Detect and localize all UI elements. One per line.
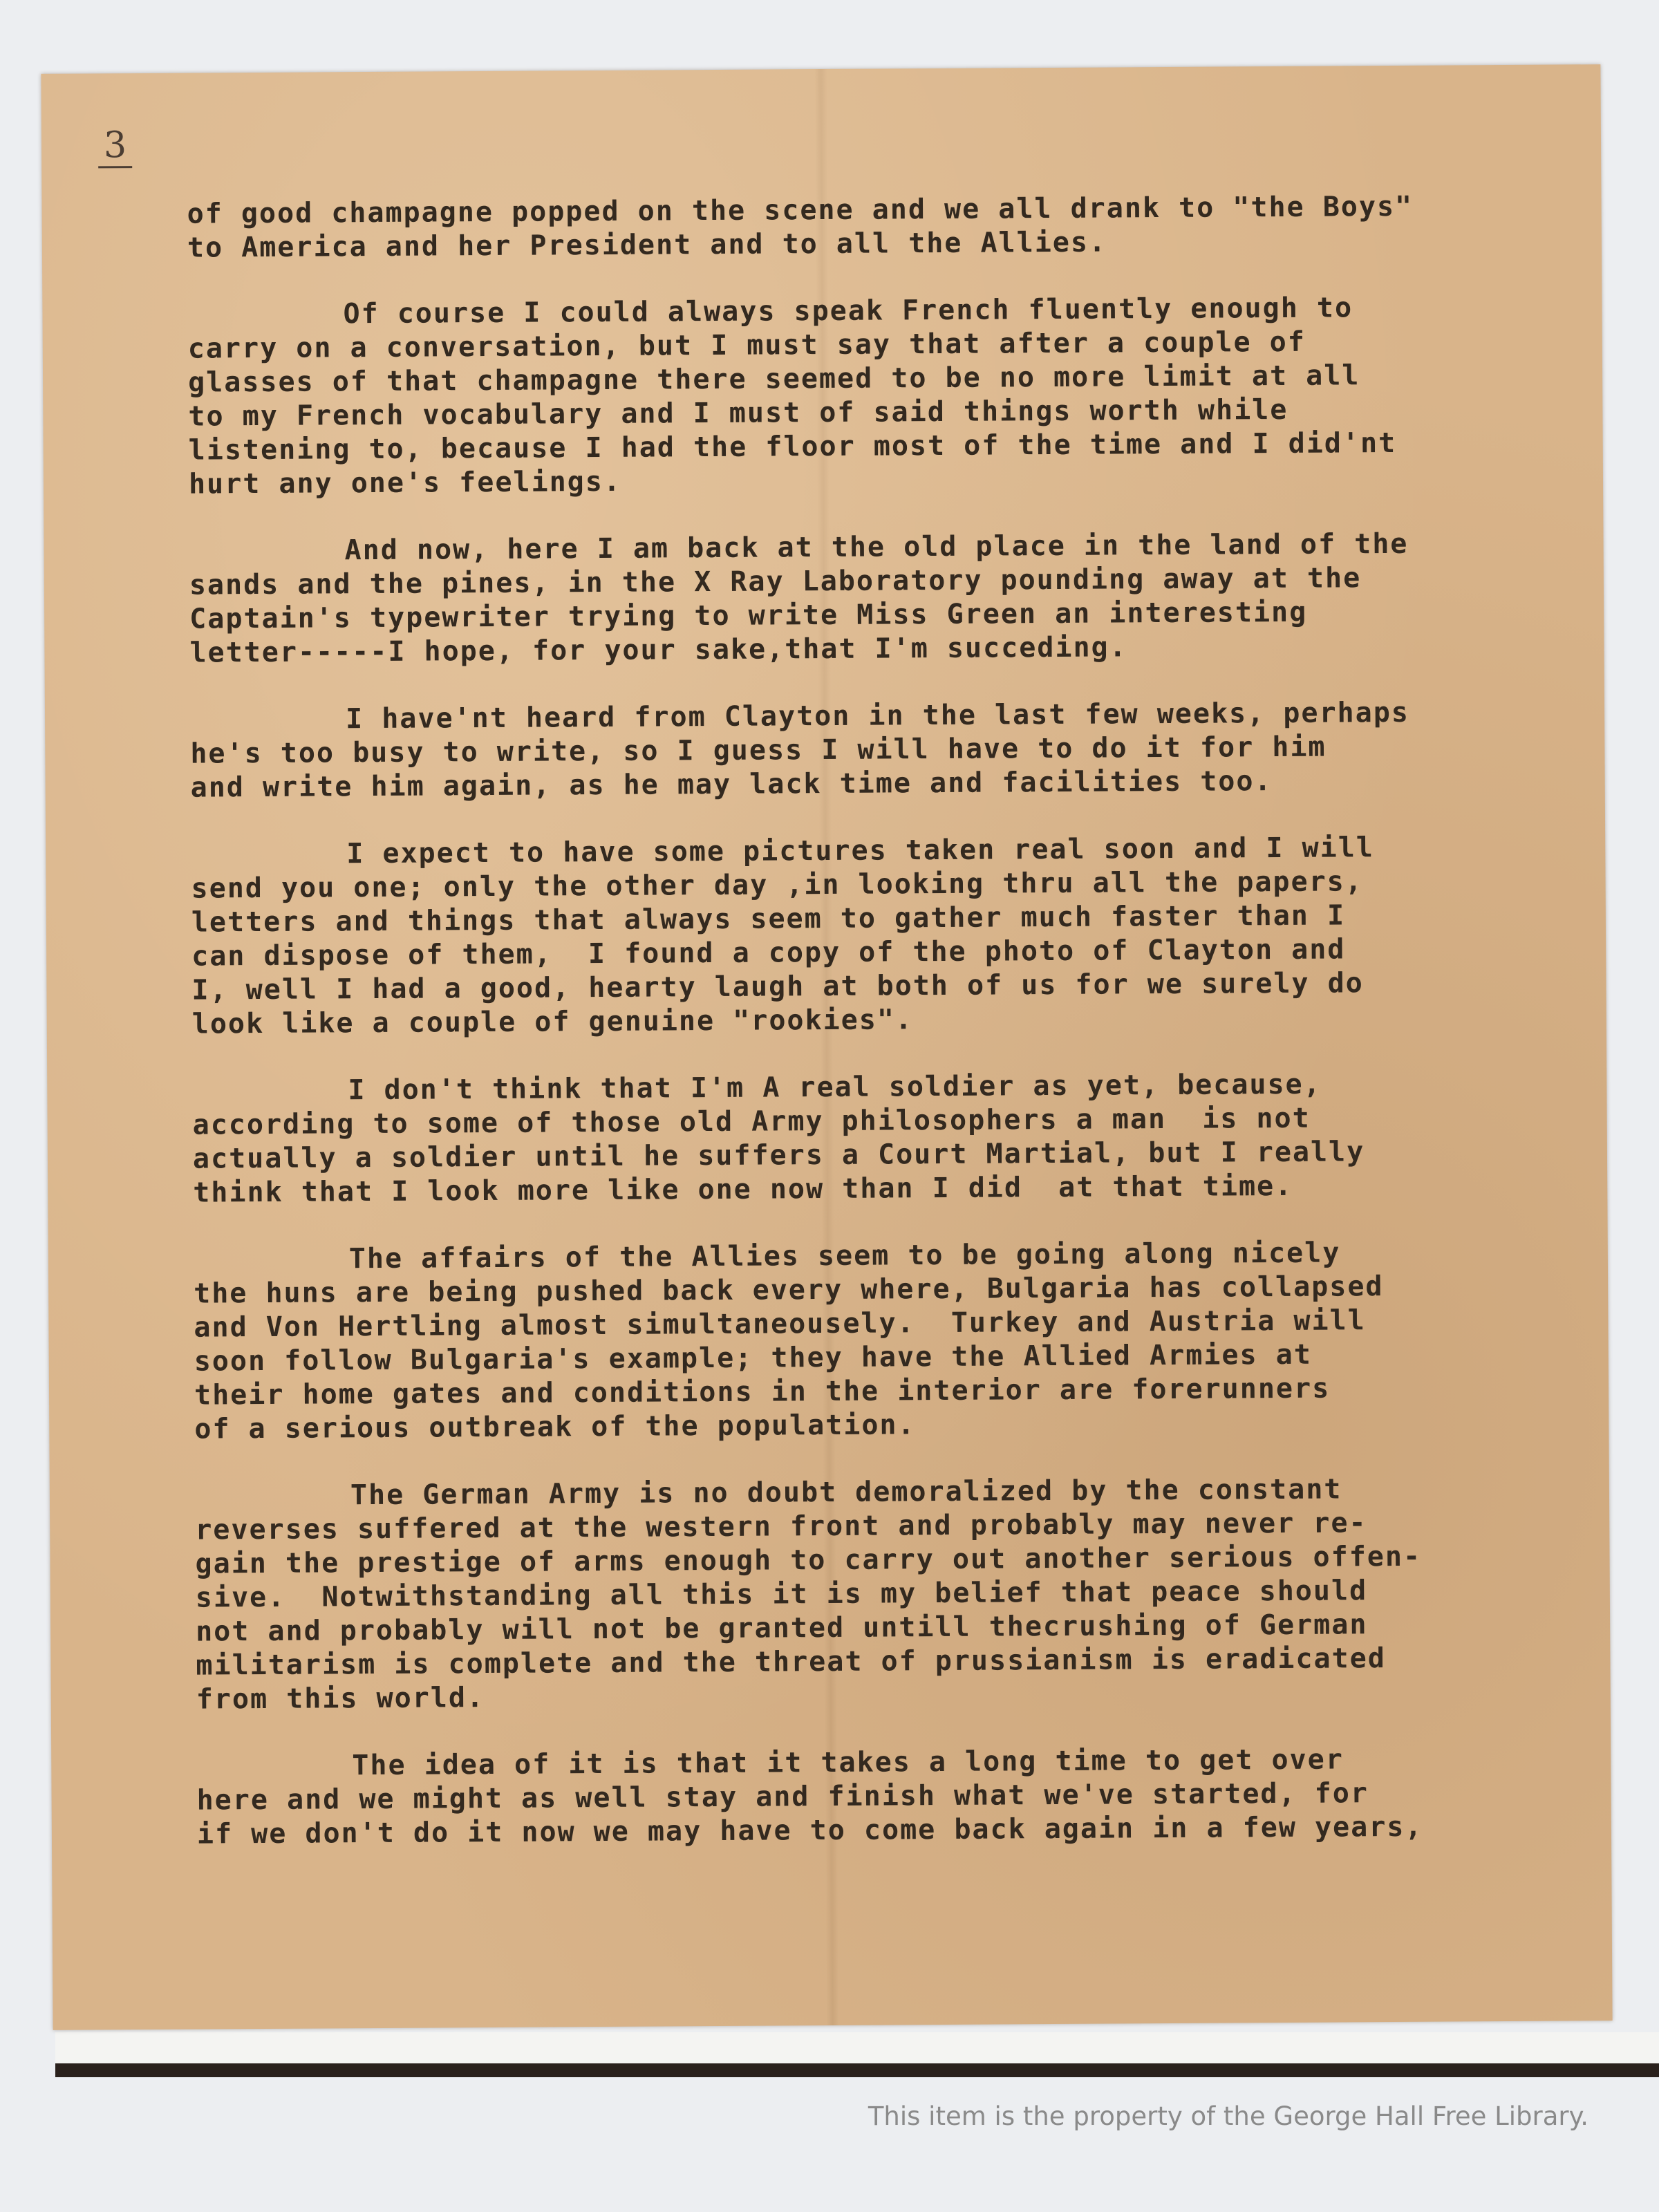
text-line: reverses suffered at the western front and probably may never re- [195, 1507, 1367, 1546]
text-line: letters and things that always seem to gather much faster than I [191, 899, 1346, 939]
text-line: I expect to have some pictures taken real soon and I will [346, 832, 1375, 870]
text-line: letter-----I hope, for your sake,that I'm succeding. [189, 631, 1127, 669]
paragraph-4 [190, 695, 1566, 805]
text-line: from this world. [196, 1682, 485, 1716]
text-line: I have'nt heard from Clayton in the last few weeks, perhaps [345, 696, 1410, 735]
letter-body [187, 189, 1573, 1884]
text-line: the huns are being pushed back every where, Bulgaria has collapsed [194, 1271, 1384, 1310]
text-line: militarism is complete and the threat of prussianism is eradicated [196, 1642, 1386, 1682]
text-line: of a serious outbreak of the population. [194, 1409, 916, 1445]
text-line: actually a soldier until he suffers a Court Martial, but I really [192, 1136, 1365, 1175]
paragraph-9 [196, 1741, 1573, 1851]
text-line: think that I look more like one now than I did at that time. [193, 1170, 1293, 1209]
binder-edge [55, 2063, 1659, 2077]
text-line: sive. Notwithstanding all this it is my belief that peace should [195, 1575, 1368, 1614]
paragraph-3 [189, 526, 1565, 670]
text-line: The idea of it is that it takes a long time to get over [352, 1743, 1344, 1782]
paragraph-8 [195, 1471, 1572, 1716]
text-line: he's too busy to write, so I guess I will have to do it for him [190, 731, 1327, 770]
text-line: and write him again, as he may lack time and facilities too. [190, 765, 1273, 804]
text-line: I don't think that I'm A real soldier as yet, because, [348, 1068, 1322, 1107]
text-line: if we don't do it now we may have to come back again in a few years, [196, 1810, 1423, 1850]
text-line: carry on a conversation, but I must say that after a couple of [187, 326, 1306, 365]
text-line: Captain's typewriter trying to write Miss Green an interesting [189, 596, 1308, 635]
text-line: can dispose of them, I found a copy of the photo of Clayton and [191, 933, 1346, 973]
text-line: I, well I had a good, hearty laugh at both of us for we surely do [191, 967, 1364, 1006]
text-line: glasses of that champagne there seemed to be no more limit at all [187, 359, 1360, 399]
text-line: of good champagne popped on the scene and we all drank to "the Boys" [187, 190, 1414, 230]
text-line: soon follow Bulgaria's example; they have the Allied Armies at [194, 1338, 1312, 1378]
text-line: send you one; only the other day ,in looking thru all the papers, [191, 865, 1364, 905]
paragraph-5 [191, 830, 1568, 1041]
paragraph-6 [192, 1066, 1568, 1210]
text-line: listening to, because I had the floor most of the time and I did'nt [188, 427, 1397, 467]
text-line: to my French vocabulary and I must of said things worth while [188, 393, 1288, 433]
text-line: sands and the pines, in the X Ray Laboratory pounding away at the [189, 562, 1362, 601]
paragraph-7 [194, 1235, 1571, 1446]
text-line: The affairs of the Allies seem to be going along nicely [348, 1237, 1341, 1275]
text-line: The German Army is no doubt demoralized by the constant [350, 1473, 1342, 1512]
text-line: not and probably will not be granted untill thecrushing of German [196, 1609, 1368, 1648]
letter-page [41, 64, 1612, 2030]
text-line: according to some of those old Army philosophers a man is not [192, 1102, 1311, 1141]
text-line: here and we might as well stay and finish what we've started, for [196, 1777, 1369, 1817]
paragraph-1 [187, 189, 1563, 265]
text-line: hurt any one's feelings. [188, 465, 622, 500]
paragraph-2 [187, 290, 1564, 501]
text-line: gain the prestige of arms enough to carry out another serious offen- [195, 1540, 1422, 1580]
text-line: and Von Hertling almost simultaneousely. Turkey and Austria will [194, 1304, 1366, 1344]
page-number: 3 [98, 127, 132, 168]
library-ownership-caption: This item is the property of the George Hall Free Library. [868, 2101, 1588, 2131]
text-line: look like a couple of genuine "rookies". [191, 1004, 914, 1040]
text-line: Of course I could always speak French fluently enough to [343, 292, 1353, 330]
text-line: And now, here I am back at the old place in the land of the [344, 527, 1409, 567]
text-line: their home gates and conditions in the interior are forerunners [194, 1372, 1331, 1412]
text-line: to America and her President and to all the Allies. [187, 226, 1107, 264]
